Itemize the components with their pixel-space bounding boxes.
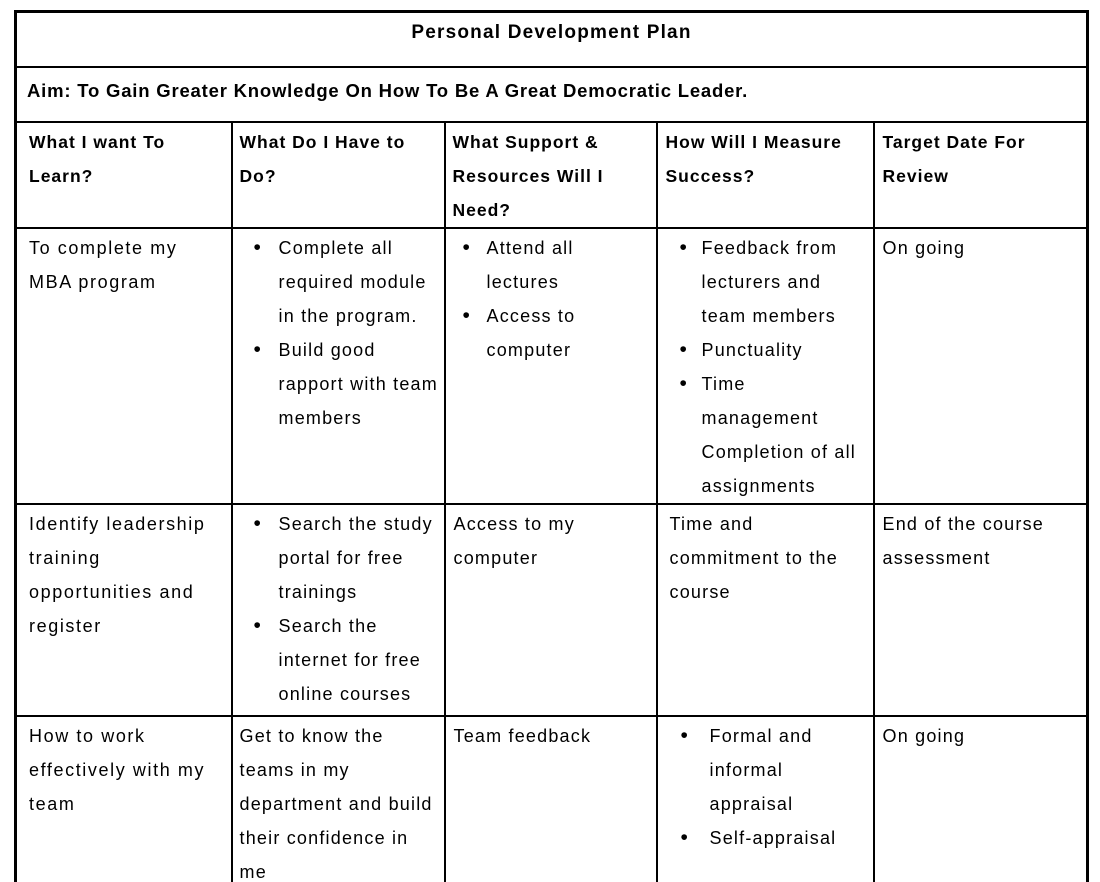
table-row (16, 504, 1088, 716)
cell-text: Time and commitment to the course (669, 513, 838, 602)
personal-development-plan-table (14, 10, 1089, 882)
bullet-list (241, 507, 440, 711)
bullet-item: • Complete all required module in the program. (241, 231, 440, 333)
cell-support-row1 (445, 228, 657, 504)
cell-support-row3 (445, 716, 657, 882)
bullet-list (666, 719, 869, 855)
column-header-learn: What I want To Learn? (16, 122, 232, 228)
table-row (16, 228, 1088, 504)
cell-target-row2 (874, 504, 1088, 716)
header-row (16, 122, 1088, 228)
column-header-measure: How Will I Measure Success? (657, 122, 874, 228)
cell-text: Access to my computer (453, 513, 575, 568)
bullet-item: • Search the study portal for free trainings (241, 507, 440, 609)
cell-continuation-text: Completion of all assignments (701, 441, 856, 496)
column-header-do: What Do I Have to Do? (232, 122, 445, 228)
cell-do-row2 (232, 504, 445, 716)
cell-learn-row2 (16, 504, 232, 716)
aim-statement: Aim: To Gain Greater Knowledge On How To Be A Great Democratic Leader. (16, 67, 1088, 122)
cell-learn-row3 (16, 716, 232, 882)
cell-do-row3 (232, 716, 445, 882)
cell-text: To complete my MBA program (29, 237, 178, 292)
bullet-item: • Formal and informal appraisal (666, 719, 869, 821)
cell-text: Identify leadership training opportunities and register (29, 513, 206, 636)
aim-row (16, 67, 1088, 122)
cell-support-row2 (445, 504, 657, 716)
bullet-item: • Attend all lectures (454, 231, 652, 299)
cell-text: On going (882, 725, 966, 746)
cell-learn-row1 (16, 228, 232, 504)
cell-measure-row2 (657, 504, 874, 716)
bullet-item: • Self-appraisal (666, 821, 869, 855)
column-header-target: Target Date For Review (874, 122, 1088, 228)
bullet-list (241, 231, 440, 435)
cell-text: Team feedback (453, 725, 592, 746)
bullet-item: • Access to computer (454, 299, 652, 367)
cell-text: Get to know the teams in my department and build their confidence in me (239, 725, 433, 882)
cell-target-row1 (874, 228, 1088, 504)
document-title: Personal Development Plan (16, 12, 1088, 67)
bullet-item: • Punctuality (666, 333, 869, 367)
cell-text: How to work effectively with my team (29, 725, 206, 814)
cell-measure-row1 (657, 228, 874, 504)
bullet-list (454, 231, 652, 367)
bullet-item: • Build good rapport with team members (241, 333, 440, 435)
bullet-item: • Feedback from lecturers and team members (666, 231, 869, 333)
cell-text: On going (882, 237, 966, 258)
cell-text: End of the course assessment (882, 513, 1044, 568)
title-row (16, 12, 1088, 67)
cell-target-row3 (874, 716, 1088, 882)
bullet-item: • Search the internet for free online courses (241, 609, 440, 711)
cell-measure-row3 (657, 716, 874, 882)
cell-do-row1 (232, 228, 445, 504)
bullet-item: • Time management (666, 367, 869, 435)
table-row (16, 716, 1088, 882)
bullet-list (666, 231, 869, 435)
column-header-support: What Support & Resources Will I Need? (445, 122, 657, 228)
